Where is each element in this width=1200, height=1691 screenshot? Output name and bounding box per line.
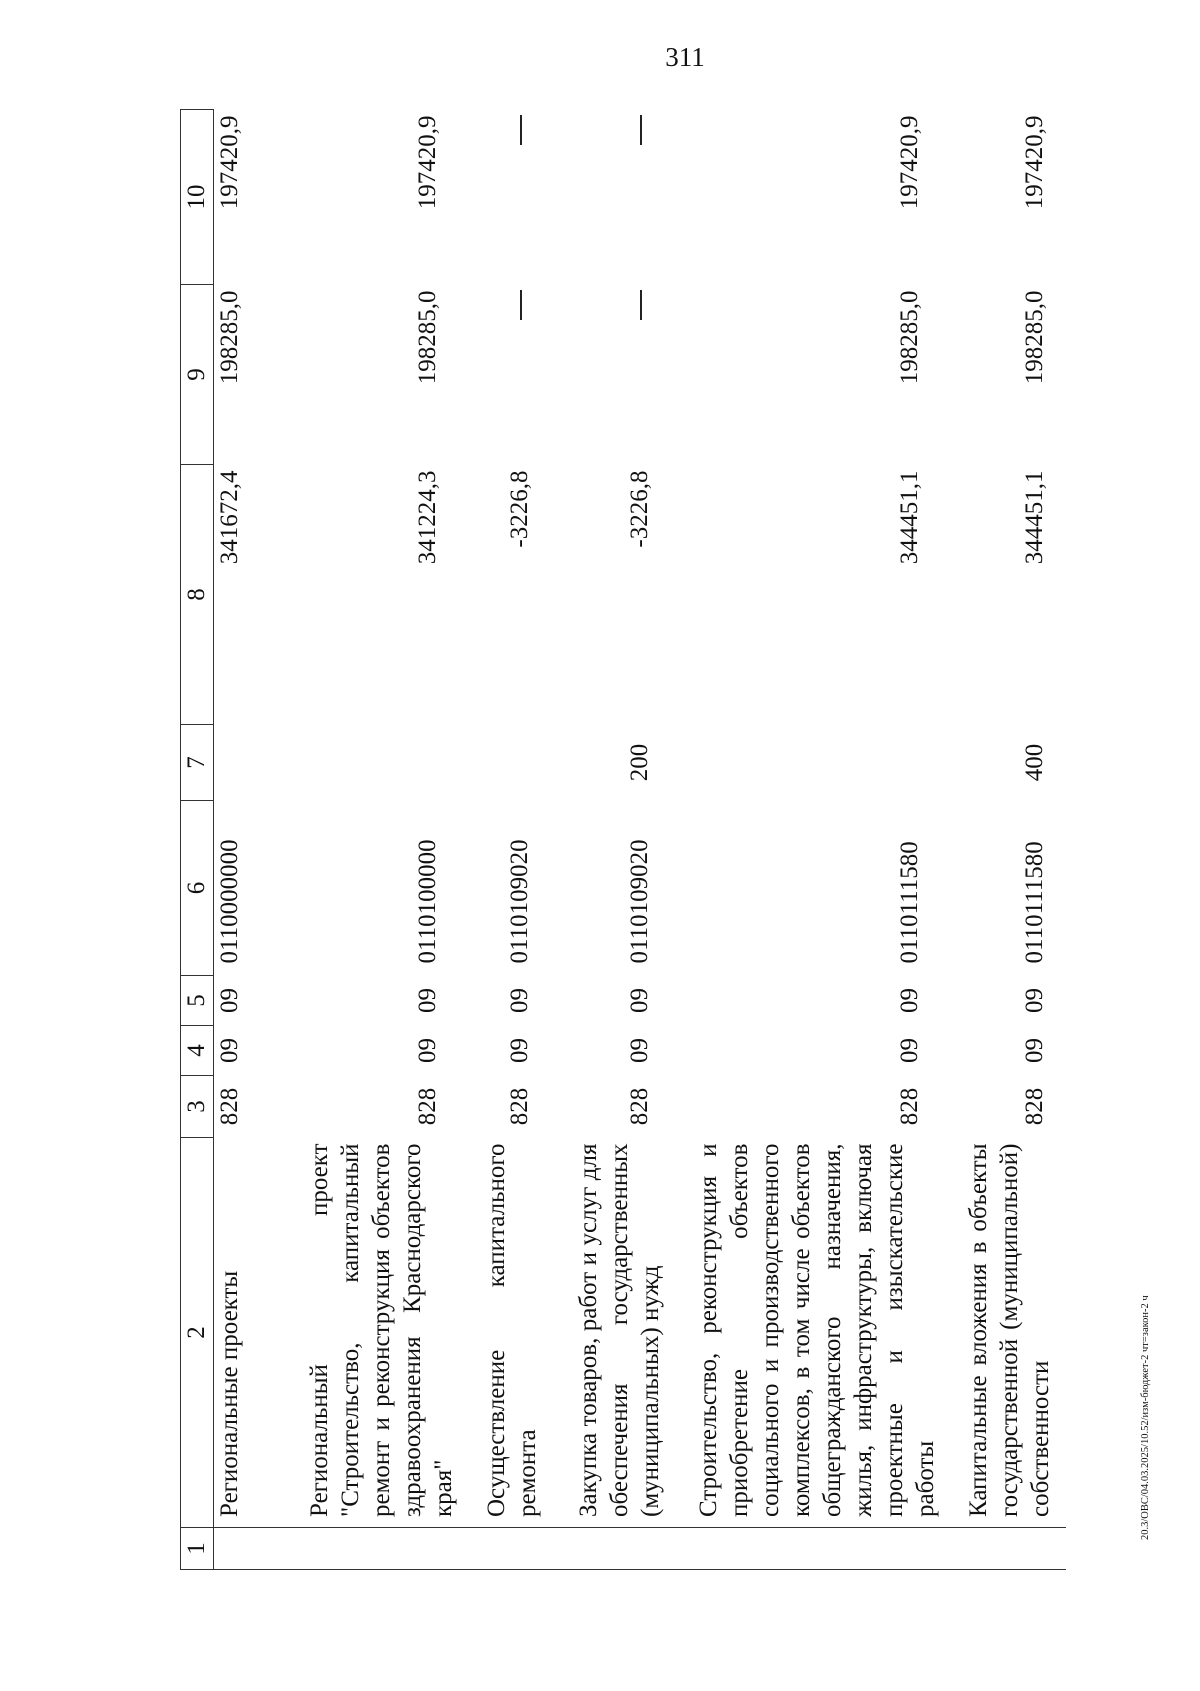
target-item-cell: 0110100000 <box>413 839 441 964</box>
row-number-cell <box>671 1528 941 1570</box>
row-name-cell: Региональный проект "Строительство, капитальный ремонт и реконструкция объектов здравоохранения Краснодарского края" <box>274 1138 459 1528</box>
row-number-cell <box>941 1528 1066 1570</box>
amount-cell: 198285,0 <box>1020 290 1048 385</box>
row-name-cell: Осуществление капитального ремонта <box>459 1138 551 1528</box>
dash-mark <box>640 291 642 321</box>
table-header-row <box>181 110 214 1570</box>
amount-cell: 341224,3 <box>413 470 441 565</box>
dash-cell <box>459 285 551 465</box>
row-number-cell <box>274 1528 459 1570</box>
expense-type-cell <box>274 725 459 801</box>
amount-cell: 198285,0 <box>895 290 923 385</box>
section-code-cell: 09 <box>1020 1038 1048 1063</box>
amount-cell: 341672,4 <box>216 470 243 565</box>
target-item-cell: 0110000000 <box>216 839 243 964</box>
row-name-cell: Строительство, реконструкция и приобретение объектов социального и производственного комплексов, в том числе объектов общегражданского назначения, жилья, инфраструктуры, включая проектные и изыскательские работы <box>671 1138 941 1528</box>
row-name-cell: Региональные проекты <box>214 1138 274 1528</box>
column-header: 1 <box>181 1528 214 1570</box>
row-number-cell <box>551 1528 671 1570</box>
section-code-cell: 09 <box>895 1038 923 1063</box>
section-code-cell: 09 <box>505 1038 533 1063</box>
dash-mark <box>640 116 642 146</box>
page-number: 311 <box>665 42 705 72</box>
subsection-code-cell: 09 <box>625 988 653 1013</box>
ministry-code-cell: 828 <box>413 1087 441 1126</box>
column-header: 2 <box>181 1138 214 1528</box>
target-item-cell: 0110111580 <box>895 841 923 964</box>
ministry-code-cell: 828 <box>1020 1087 1048 1126</box>
row-name-cell: Закупка товаров, работ и услуг для обеспечения государственных (муниципальных) нужд <box>551 1138 671 1528</box>
dash-mark <box>520 116 522 146</box>
amount-cell: -3226,8 <box>625 470 653 548</box>
section-code-cell: 09 <box>413 1038 441 1063</box>
subsection-code-cell: 09 <box>413 988 441 1013</box>
amount-cell: 197420,9 <box>413 115 441 210</box>
subsection-code-cell: 09 <box>895 988 923 1013</box>
expense-type-cell: 400 <box>1020 743 1048 782</box>
expense-type-cell <box>671 725 941 801</box>
expense-type-cell <box>214 725 274 801</box>
target-item-cell: 0110109020 <box>625 839 653 964</box>
document-footer-code: 20.3/ОВС/04.03.2025/10.52/изм-бюджет-2 чт=закон-2 ч <box>1140 1295 1151 1540</box>
column-header: 10 <box>181 110 214 285</box>
column-header: 6 <box>181 801 214 976</box>
ministry-code-cell: 828 <box>625 1087 653 1126</box>
column-header: 5 <box>181 976 214 1026</box>
column-header: 4 <box>181 1026 214 1076</box>
target-item-cell: 0110109020 <box>505 839 533 964</box>
table-row <box>671 110 941 1570</box>
ministry-code-cell: 828 <box>505 1087 533 1126</box>
budget-table <box>180 109 1066 1570</box>
amount-cell: 197420,9 <box>216 115 243 210</box>
amount-cell: 197420,9 <box>895 115 923 210</box>
column-header: 9 <box>181 285 214 465</box>
amount-cell: 198285,0 <box>216 290 243 385</box>
dash-cell <box>459 110 551 285</box>
subsection-code-cell: 09 <box>1020 988 1048 1013</box>
subsection-code-cell: 09 <box>216 988 243 1013</box>
row-number-cell <box>214 1528 274 1570</box>
section-code-cell: 09 <box>625 1038 653 1063</box>
table-row <box>274 110 459 1570</box>
amount-cell: 198285,0 <box>413 290 441 385</box>
ministry-code-cell: 828 <box>895 1087 923 1126</box>
column-header: 8 <box>181 465 214 725</box>
target-item-cell: 0110111580 <box>1020 841 1048 964</box>
amount-cell: -3226,8 <box>505 470 533 548</box>
budget-table-rotated <box>180 110 1065 1570</box>
dash-cell <box>551 110 671 285</box>
table-row <box>214 110 274 1570</box>
amount-cell: 344451,1 <box>1020 470 1048 565</box>
column-header: 3 <box>181 1076 214 1138</box>
row-number-cell <box>459 1528 551 1570</box>
table-row <box>941 110 1066 1570</box>
column-header: 7 <box>181 725 214 801</box>
ministry-code-cell: 828 <box>216 1087 243 1126</box>
section-code-cell: 09 <box>216 1038 243 1063</box>
amount-cell: 344451,1 <box>895 470 923 565</box>
row-name-cell: Капитальные вложения в объекты государственной (муниципальной) собственности <box>941 1138 1066 1528</box>
dash-cell <box>551 285 671 465</box>
table-row <box>551 110 671 1570</box>
subsection-code-cell: 09 <box>505 988 533 1013</box>
expense-type-cell <box>459 725 551 801</box>
expense-type-cell: 200 <box>625 743 653 782</box>
dash-mark <box>520 291 522 321</box>
amount-cell: 197420,9 <box>1020 115 1048 210</box>
table-row <box>459 110 551 1570</box>
